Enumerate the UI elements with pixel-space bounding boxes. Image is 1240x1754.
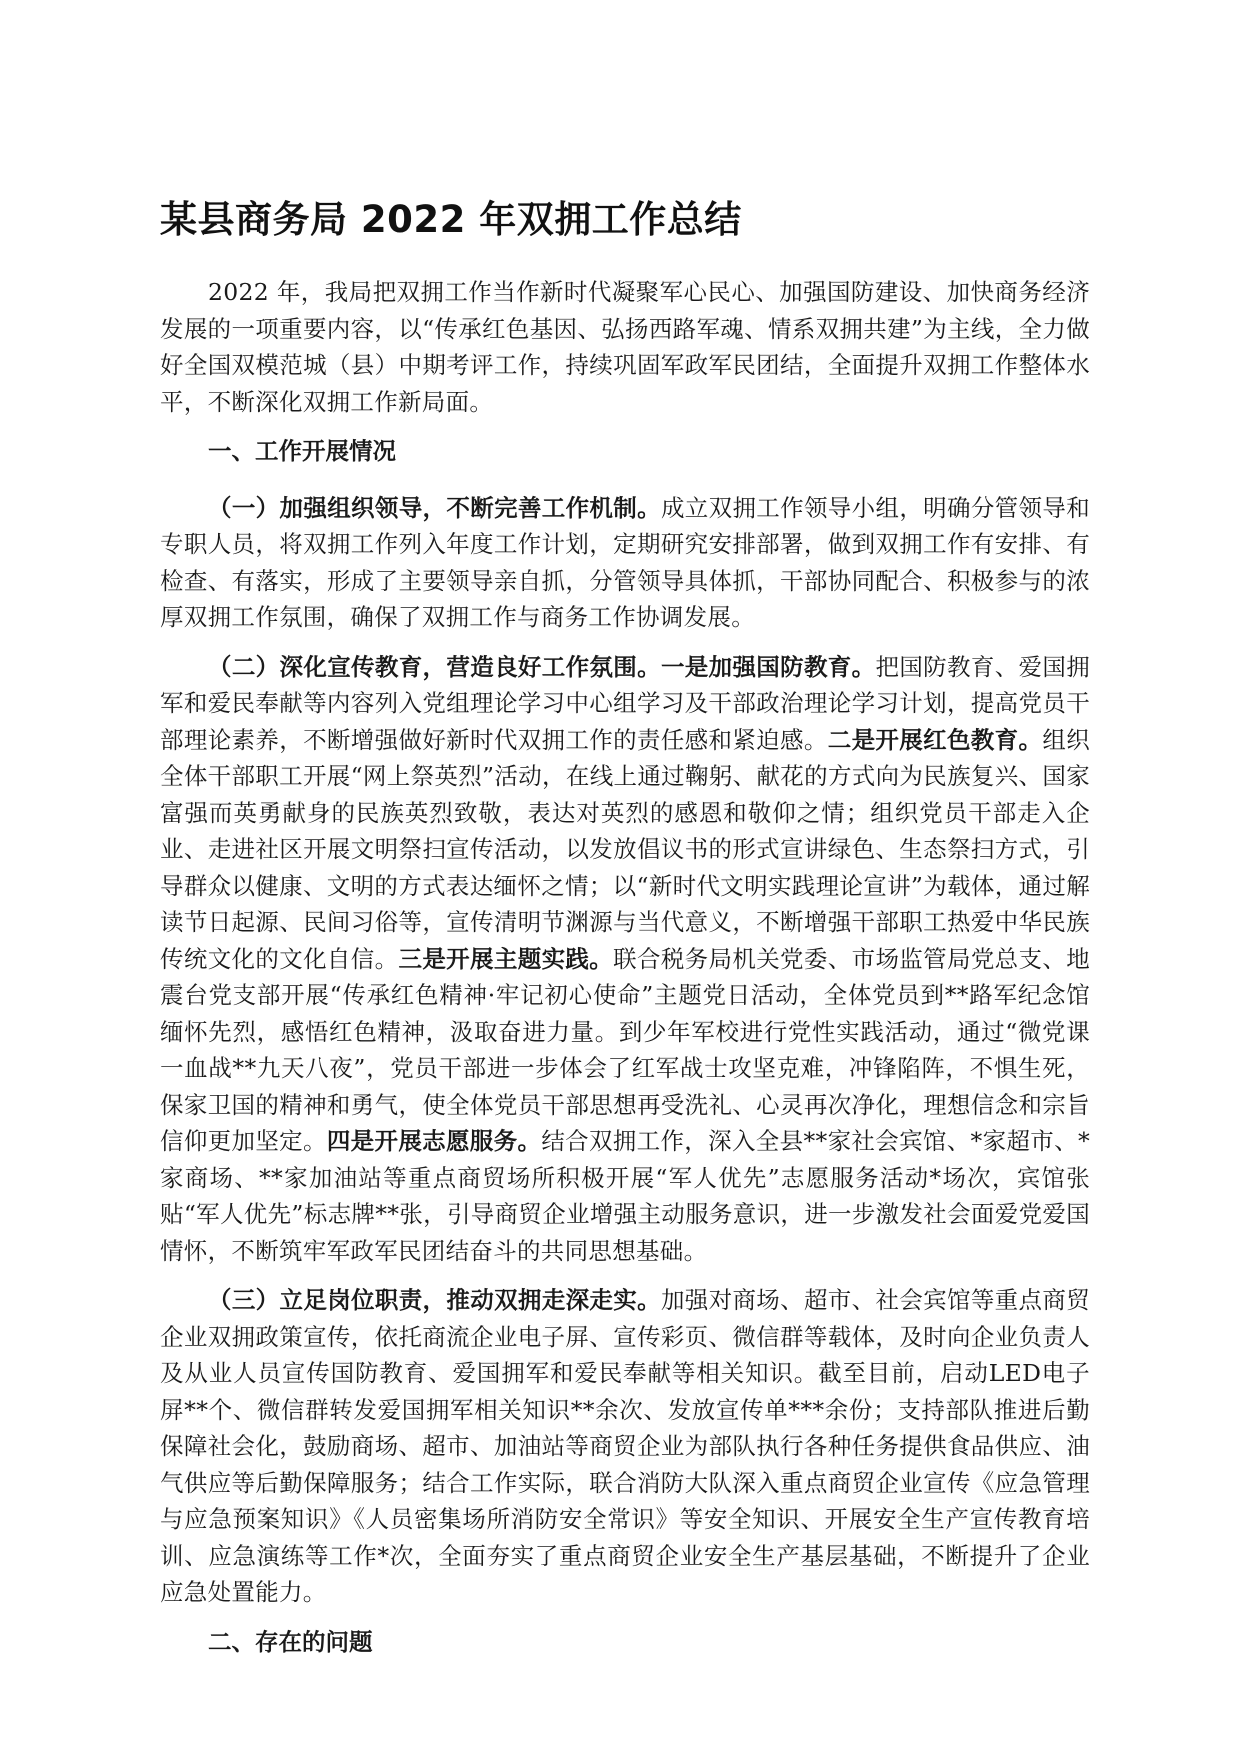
paragraph-publicity-education xyxy=(160,649,1090,1270)
paragraph-lead: （三）立足岗位职责，推动双拥走深走实。 xyxy=(208,1286,661,1315)
document-title: 某县商务局 2022 年双拥工作总结 xyxy=(160,198,742,241)
subpoint-lead: 四是开展志愿服务。 xyxy=(326,1127,542,1156)
document-page xyxy=(160,198,1090,1680)
subpoint-body: 组织全体干部职工开展“网上祭英烈”活动，在线上通过鞠躬、献花的方式向为民族复兴、国家富强而英勇献身的民族英烈致敬，表达对英烈的感恩和敬仰之情；组织党员干部走入企业、走进社区开展文明祭扫宣传活动，以发放倡议书的形式宣讲绿色、生态祭扫方式，引导群众以健康、文明的方式表达缅怀之情；以“新时代文明实践理论宣讲”为载体，通过解读节日起源、民间习俗等，宣传清明节渊源与当代意义，不断增强干部职工热爱中华民族传统文化的文化自信。 xyxy=(160,725,1090,973)
paragraph-body: 加强对商场、超市、社会宾馆等重点商贸企业双拥政策宣传，依托商流企业电子屏、宣传彩页、微信群等载体，及时向企业负责人及从业人员宣传国防教育、爱国拥军和爱民奉献等相关知识。截至目前，启动LED电子屏**个、微信群转发爱国拥军相关知识**余次、发放宣传单***余份；支持部队推进后勤保障社会化，鼓励商场、超市、加油站等商贸企业为部队执行各种任务提供食品供应、油气供应等后勤保障服务；结合工作实际，联合消防大队深入重点商贸企业宣传《应急管理与应急预案知识》《人员密集场所消防安全常识》等安全知识、开展安全生产宣传教育培训、应急演练等工作*次，全面夯实了重点商贸企业安全生产基层基础，不断提升了企业应急处置能力。 xyxy=(160,1286,1090,1607)
subpoint-body: 联合税务局机关党委、市场监管局党总支、地震台党支部开展“传承红色精神·牢记初心使命”主题党日活动，全体党员到**路军纪念馆缅怀先烈，感悟红色精神，汲取奋进力量。到少年军校进行党性实践活动，通过“微党课一血战**九天八夜”，党员干部进一步体会了红军战士攻坚克难，冲锋陷阵，不惧生死，保家卫国的精神和勇气，使全体党员干部思想再受洗礼、心灵再次净化，理想信念和宗旨信仰更加坚定。 xyxy=(160,944,1091,1156)
intro-paragraph: 2022 年，我局把双拥工作当作新时代凝聚军心民心、加强国防建设、加快商务经济发展的一项重要内容，以“传承红色基因、弘扬西路军魂、情系双拥共建”为主线，全力做好全国双模范城（县）中期考评工作，持续巩固军政军民团结，全面提升双拥工作整体水平，不断深化双拥工作新局面。 xyxy=(160,278,1090,416)
paragraph-lead: （一）加强组织领导，不断完善工作机制。 xyxy=(208,493,661,522)
section-heading-work-progress: 一、工作开展情况 xyxy=(208,437,396,466)
subpoint-lead: 一是加强国防教育。 xyxy=(660,652,876,681)
paragraph-lead: （二）深化宣传教育，营造良好工作氛围。 xyxy=(208,652,661,681)
paragraph-job-responsibility xyxy=(160,1282,1090,1611)
subpoint-body: 结合双拥工作，深入全县**家社会宾馆、*家超市、*家商场、**家加油站等重点商贸场所积极开展“军人优先”志愿服务活动*场次，宾馆张贴“军人优先”标志牌**张，引导商贸企业增强主动服务意识，进一步激发社会面爱党爱国情怀，不断筑牢军政军民团结奋斗的共同思想基础。 xyxy=(160,1127,1091,1265)
paragraph-organization-leadership xyxy=(160,490,1090,636)
subpoint-lead: 二是开展红色教育。 xyxy=(827,725,1043,754)
subpoint-lead: 三是开展主题实践。 xyxy=(398,944,614,973)
subpoint-body: 把国防教育、爱国拥军和爱民奉献等内容列入党组理论学习中心组学习及干部政治理论学习计划，提高党员干部理论素养，不断增强做好新时代双拥工作的责任感和紧迫感。 xyxy=(160,652,1091,754)
section-heading-problems: 二、存在的问题 xyxy=(208,1627,373,1656)
paragraph-body: 成立双拥工作领导小组，明确分管领导和专职人员，将双拥工作列入年度工作计划，定期研究安排部署，做到双拥工作有安排、有检查、有落实，形成了主要领导亲自抓，分管领导具体抓，干部协同配合、积极参与的浓厚双拥工作氛围，确保了双拥工作与商务工作协调发展。 xyxy=(160,493,1090,632)
